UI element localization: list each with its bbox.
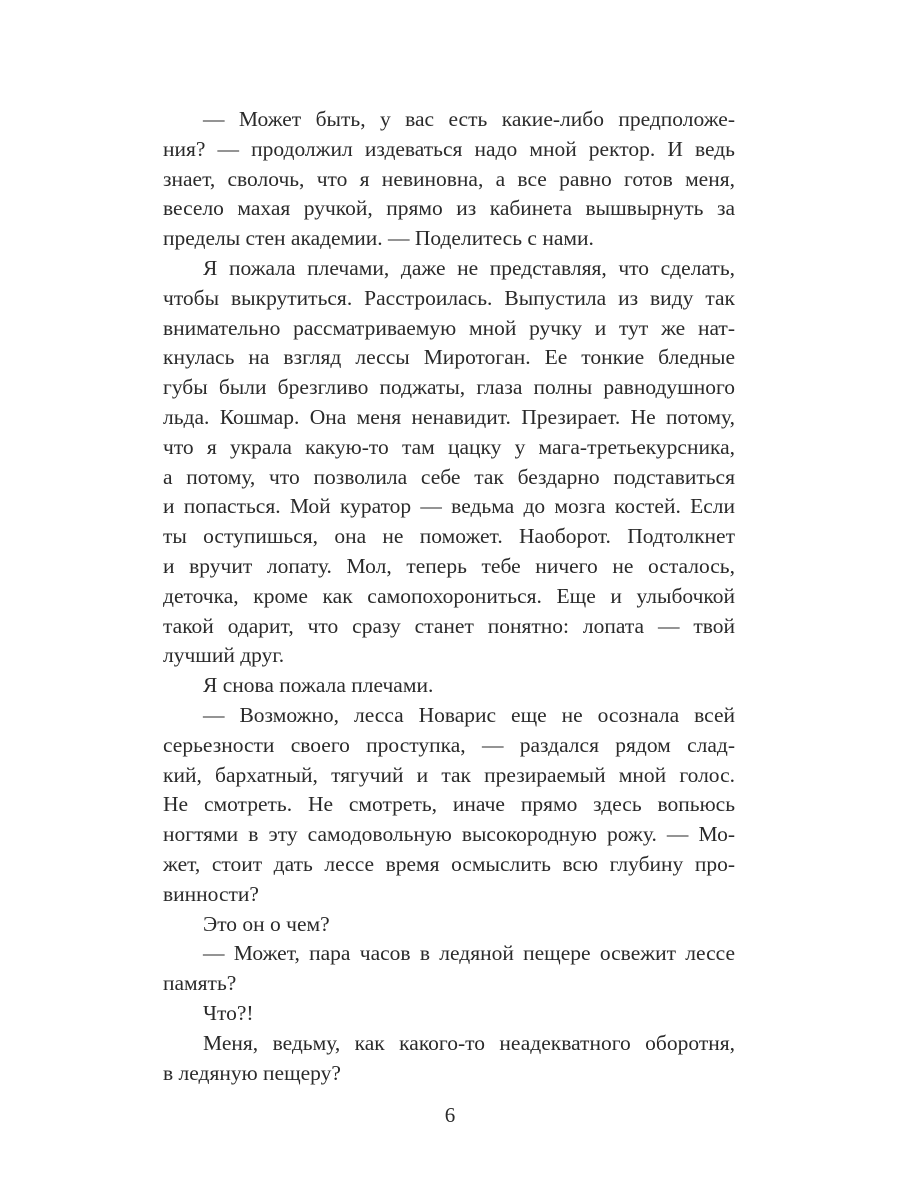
text-line: ния? — продолжил издеваться надо мной ректор. И ведь	[163, 136, 735, 161]
text-line: — Возможно, лесса Новарис еще не осознала всей	[203, 702, 735, 727]
text-line: кий, бархатный, тягучий и так презираемый мной голос.	[163, 762, 735, 787]
text-line: внимательно рассматриваемую мной ручку и тут же нат-	[163, 315, 735, 340]
text-line: губы были брезгливо поджаты, глаза полны равнодушного	[163, 375, 735, 400]
paragraph	[163, 105, 735, 254]
text-line: — Может быть, у вас есть какие-либо предположе-	[203, 107, 735, 131]
text-line: Не смотреть. Не смотреть, иначе прямо здесь вопьюсь	[163, 792, 735, 817]
text-line: ногтями в эту самодовольную высокородную рожу. — Мо-	[163, 822, 735, 847]
text-line: а потому, что позволила себе так бездарно подставиться	[163, 464, 735, 489]
text-line: — Может, пара часов в ледяной пещере освежит лессе	[203, 941, 735, 966]
text-line: пределы стен академии. — Поделитесь с нами.	[163, 226, 594, 251]
text-line: винности?	[163, 881, 259, 906]
text-line: такой одарит, что сразу станет понятно: лопата — твой	[163, 613, 735, 638]
paragraph	[163, 701, 735, 910]
body-text	[163, 105, 735, 1088]
paragraph	[163, 910, 735, 940]
paragraph	[163, 671, 735, 701]
text-line: лучший друг.	[163, 643, 285, 668]
text-line: и вручит лопату. Мол, теперь тебе ничего не осталось,	[163, 553, 735, 578]
text-line: ты оступишься, она не поможет. Наоборот. Подтолкнет	[163, 524, 735, 549]
text-line: память?	[163, 971, 237, 996]
text-line: жет, стоит дать лессе время осмыслить всю глубину про-	[163, 851, 735, 876]
text-line: что я украла какую-то там цацку у мага-третьекурсника,	[163, 434, 735, 459]
text-line: Я пожала плечами, даже не представляя, что сделать,	[203, 255, 735, 280]
text-line: Меня, ведьму, как какого-то неадекватного оборотня,	[203, 1030, 735, 1055]
text-line: льда. Кошмар. Она меня ненавидит. Презирает. Не потому,	[163, 404, 735, 429]
paragraph	[163, 939, 735, 999]
text-line: Это он о чем?	[203, 911, 330, 936]
text-line: Я снова пожала плечами.	[203, 673, 434, 698]
text-line: весело махая ручкой, прямо из кабинета вышвырнуть за	[163, 196, 735, 221]
text-line: деточка, кроме как самопохорониться. Еще и улыбочкой	[163, 583, 735, 608]
text-line: серьезности своего проступка, — раздался рядом слад-	[163, 732, 735, 757]
text-line: знает, сволочь, что я невиновна, а все равно готов меня,	[163, 166, 735, 191]
paragraph	[163, 254, 735, 671]
paragraph	[163, 999, 735, 1029]
text-line: в ледяную пещеру?	[163, 1060, 341, 1085]
page-number: 6	[444, 1103, 456, 1127]
text-line: и попасться. Мой куратор — ведьма до мозга костей. Если	[163, 494, 735, 519]
text-line: Что?!	[203, 1000, 254, 1025]
text-line: чтобы выкрутиться. Расстроилась. Выпустила из виду так	[163, 285, 735, 310]
text-line: кнулась на взгляд лессы Миротоган. Ее тонкие бледные	[163, 345, 735, 370]
paragraph	[163, 1029, 735, 1089]
